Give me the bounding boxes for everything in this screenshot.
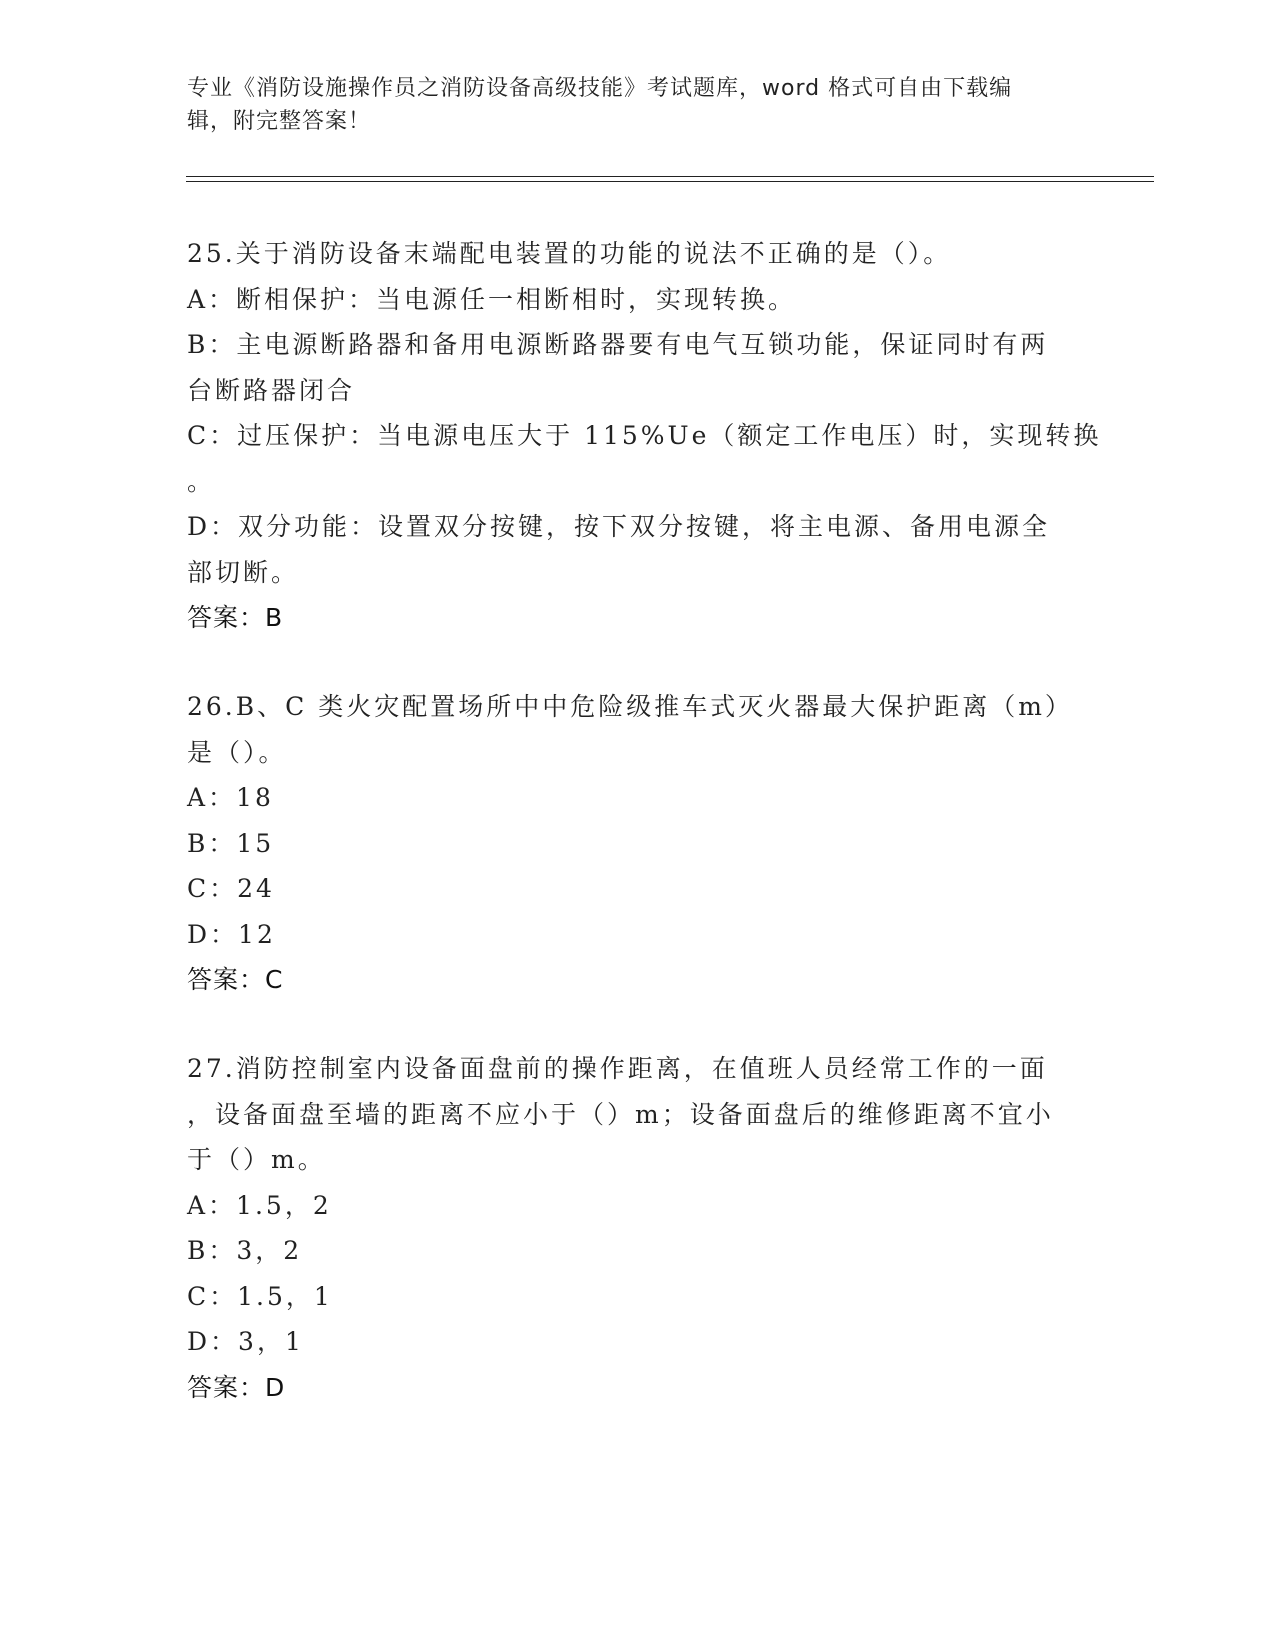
question-25-option-c: C：过压保护：当电源电压大于 115%Ue（额定工作电压）时，实现转换	[187, 421, 1102, 450]
question-27-option-a: A：1.5，2	[187, 1190, 332, 1220]
question-27-answer: 答案：D	[187, 1372, 286, 1402]
question-27-option-b: B：3，2	[187, 1236, 303, 1265]
question-25-option-b: B：主电源断路器和备用电源断路器要有电气互锁功能，保证同时有两	[187, 330, 1049, 359]
header-line-1: 专业《消防设施操作员之消防设备高级技能》考试题库，word 格式可自由下载编	[187, 76, 1013, 101]
question-25-option-c-cont: 。	[187, 466, 216, 496]
question-27-stem-cont-2: 于（）m。	[187, 1145, 326, 1174]
question-25-option-d: D：双分功能：设置双分按键，按下双分按键，将主电源、备用电源全	[187, 512, 1051, 541]
question-25-option-b-cont: 台断路器闭合	[187, 375, 356, 405]
question-25-option-a: A：断相保护：当电源任一相断相时，实现转换。	[187, 284, 797, 314]
question-25-stem: 25.关于消防设备末端配电装置的功能的说法不正确的是（）。	[187, 239, 952, 268]
question-26-stem-cont: 是（）。	[187, 737, 287, 767]
document-header	[187, 72, 1067, 138]
question-27-stem: 27.消防控制室内设备面盘前的操作距离，在值班人员经常工作的一面	[187, 1054, 1048, 1083]
question-27	[187, 1046, 1087, 1410]
question-25-answer: 答案：B	[187, 603, 284, 632]
header-divider-bottom	[186, 181, 1154, 182]
question-26-option-c: C：24	[187, 874, 275, 903]
question-25-option-d-cont: 部切断。	[187, 557, 300, 587]
question-27-stem-cont-1: ，设备面盘至墙的距离不应小于（）m；设备面盘后的维修距离不宜小	[187, 1099, 1054, 1129]
header-line-2: 辑，附完整答案！	[187, 109, 372, 134]
question-27-option-d: D：3，1	[187, 1327, 304, 1356]
question-26-option-b: B：15	[187, 828, 275, 858]
header-divider-top	[186, 176, 1154, 177]
question-26-answer: 答案：C	[187, 965, 284, 994]
question-26-stem: 26.B、C 类火灾配置场所中中危险级推车式灭火器最大保护距离（m）	[187, 692, 1073, 721]
question-27-option-c: C：1.5，1	[187, 1281, 333, 1311]
question-26	[187, 684, 1087, 1003]
question-25	[187, 231, 1102, 641]
question-26-option-d: D：12	[187, 919, 276, 949]
question-26-option-a: A：18	[187, 783, 274, 812]
